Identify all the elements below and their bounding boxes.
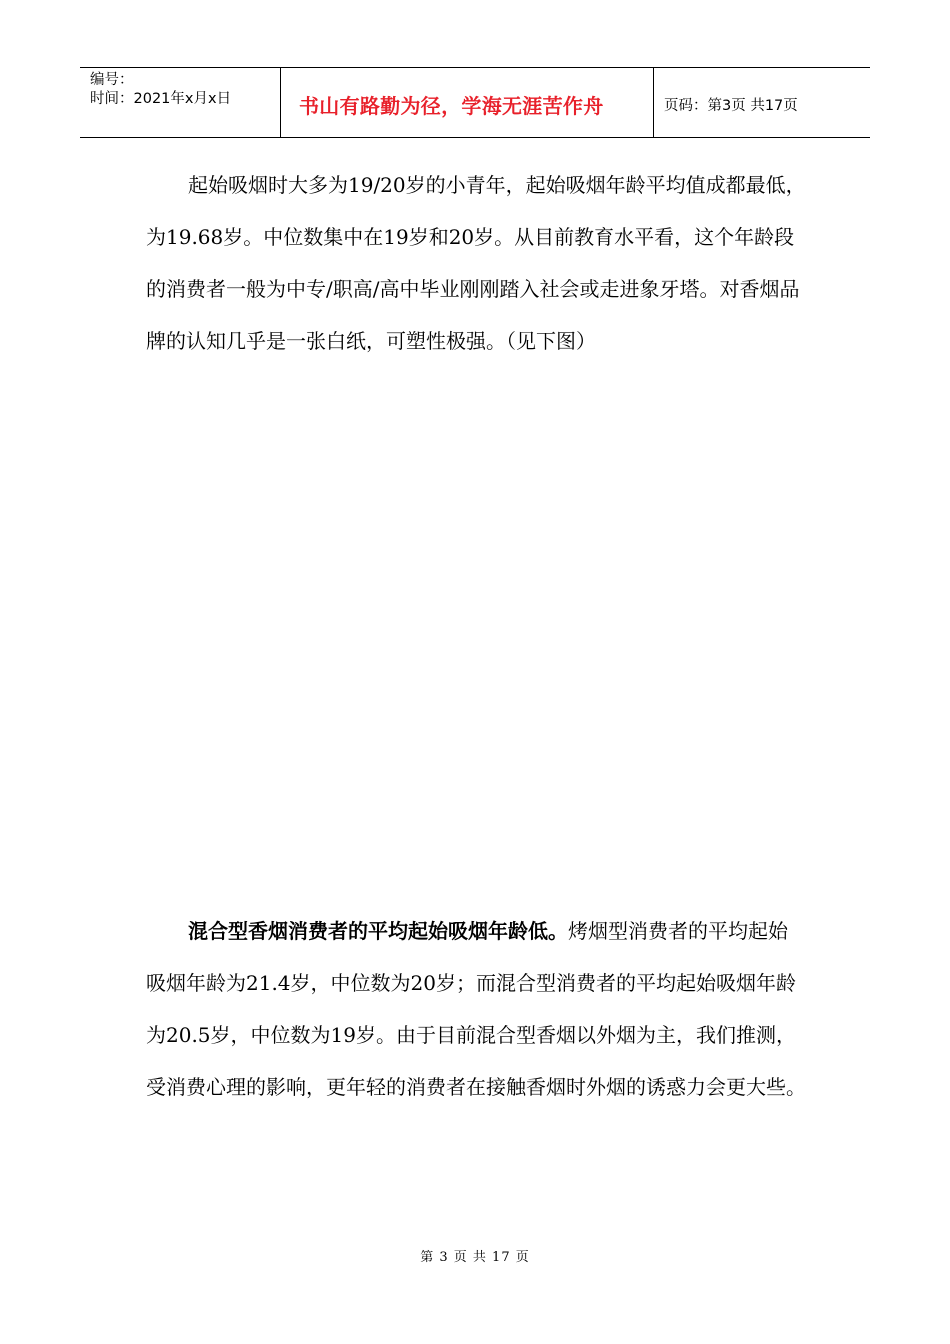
page-header bbox=[80, 67, 870, 138]
paragraph-2-heading: 混合型香烟消费者的平均起始吸烟年龄低。 bbox=[188, 919, 568, 943]
paragraph-2-text: 烤烟型消费者的平均起始吸烟年龄为21.4岁，中位数为20岁；而混合型消费者的平均起始吸烟年龄为20.5岁，中位数为19岁。由于目前混合型香烟以外烟为主，我们推测，受消费心理的影响，更年轻的消费者在接触香烟时外烟的诱惑力会更大些。 bbox=[146, 919, 806, 1099]
header-motto: 书山有路勤为径，学海无涯苦作舟 bbox=[281, 68, 654, 137]
figure-placeholder bbox=[146, 420, 806, 880]
document-time-label: 时间：2021年x月x日 bbox=[90, 91, 232, 107]
header-page-info: 页码：第3页 共17页 bbox=[664, 98, 798, 114]
body-paragraph-1: 起始吸烟时大多为19/20岁的小青年，起始吸烟年龄平均值成都最低，为19.68岁。中位数集中在19岁和20岁。从目前教育水平看，这个年龄段的消费者一般为中专/职高/高中毕业刚刚踏入社会或走进象牙塔。对香烟品牌的认知几乎是一张白纸，可塑性极强。（见下图） bbox=[146, 173, 806, 353]
header-meta bbox=[80, 68, 281, 137]
body-paragraph-2 bbox=[146, 905, 806, 1113]
document-number-label: 编号： bbox=[90, 72, 134, 88]
page-footer: 第 3 页 共 17 页 bbox=[420, 1250, 530, 1265]
